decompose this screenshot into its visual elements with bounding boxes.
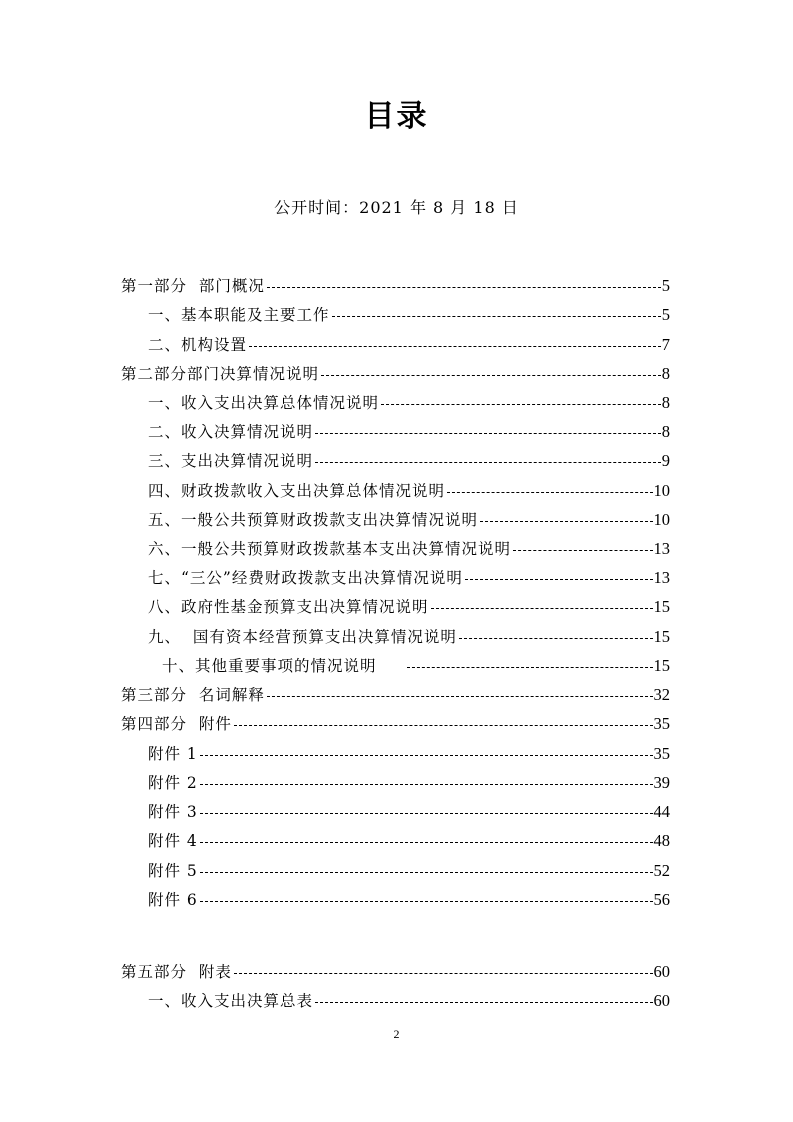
toc-entry-title: 二、收入决算情况说明 (148, 423, 314, 441)
toc-entry-title: 附件 2 (148, 774, 198, 792)
toc-entry-page: 8 (661, 364, 670, 383)
toc-entry-part-1[interactable] (121, 272, 670, 300)
toc-leader-dashes (200, 783, 653, 785)
toc-entry-title: 四、财政拨款收入支出决算总体情况说明 (148, 482, 446, 500)
page-title: 目录 (364, 99, 429, 134)
toc-entry-title: 一、收入支出决算总体情况说明 (148, 394, 380, 412)
toc-entry-5-1[interactable] (148, 987, 670, 1015)
toc-leader-dashes (200, 812, 653, 814)
toc-entry-page: 60 (653, 991, 670, 1010)
toc-leader-dashes (332, 315, 661, 317)
toc-entry-1-1[interactable] (148, 301, 670, 329)
toc-entry-page: 15 (653, 656, 670, 675)
toc-entry-page: 15 (653, 597, 670, 616)
toc-leader-dashes (200, 841, 653, 843)
toc-leader-dashes (200, 754, 653, 756)
toc-entry-page: 13 (653, 539, 670, 558)
publish-date: 公开时间：2021 年 8 月 18 日 (274, 198, 519, 217)
toc-leader-dashes (315, 1001, 652, 1003)
toc-entry-page: 35 (653, 714, 670, 733)
toc-leader-dashes (315, 432, 661, 434)
toc-leader-dashes (321, 374, 661, 376)
toc-leader-dashes (267, 695, 653, 697)
toc-entry-title: 十、其他重要事项的情况说明 (162, 657, 377, 675)
toc-entry-2-6[interactable] (148, 535, 670, 563)
toc-entry-title: 附件 5 (148, 862, 198, 880)
toc-leader-dashes (381, 403, 661, 405)
toc-leader-dashes (249, 345, 661, 347)
toc-entry-1-2[interactable] (148, 331, 670, 359)
toc-entry-title: 第一部分 部门概况 (121, 277, 265, 295)
toc-entry-page: 60 (653, 962, 670, 981)
toc-entry-page: 5 (661, 276, 670, 295)
toc-entry-page: 9 (661, 451, 670, 470)
toc-entry-title: 第二部分部门决算情况说明 (121, 365, 320, 383)
toc-entry-page: 52 (653, 861, 670, 880)
toc-leader-dashes (431, 607, 653, 609)
toc-entry-page: 7 (661, 335, 670, 354)
toc-entry-title: 五、一般公共预算财政拨款支出决算情况说明 (148, 511, 479, 529)
toc-entry-title: 第四部分 附件 (121, 715, 232, 733)
toc-entry-title: 附件 4 (148, 832, 198, 850)
toc-entry-title: 三、支出决算情况说明 (148, 452, 314, 470)
toc-entry-page: 32 (653, 685, 670, 704)
toc-entry-page: 39 (653, 773, 670, 792)
toc-leader-dashes (315, 461, 661, 463)
toc-entry-part-2[interactable] (121, 360, 670, 388)
toc-entry-title: 第五部分 附表 (121, 963, 232, 981)
toc-entry-part-5[interactable] (121, 958, 670, 986)
toc-entry-page: 10 (653, 510, 670, 529)
toc-entry-attachment-6[interactable] (148, 886, 670, 914)
toc-entry-page: 13 (653, 568, 670, 587)
toc-entry-2-9[interactable] (148, 623, 670, 651)
toc-leader-dashes (267, 286, 661, 288)
toc-entry-part-3[interactable] (121, 681, 670, 709)
toc-entry-title: 一、基本职能及主要工作 (148, 306, 330, 324)
toc-entry-page: 56 (653, 890, 670, 909)
toc-entry-2-2[interactable] (148, 418, 670, 446)
toc-leader-dashes (447, 491, 652, 493)
toc-entry-2-10[interactable] (162, 652, 670, 680)
toc-entry-page: 10 (653, 481, 670, 500)
toc-entry-page: 35 (653, 744, 670, 763)
toc-entry-title: 第三部分 名词解释 (121, 686, 265, 704)
toc-entry-2-3[interactable] (148, 447, 670, 475)
toc-leader-dashes (407, 666, 653, 668)
toc-entry-title: 一、收入支出决算总表 (148, 992, 314, 1010)
toc-entry-attachment-1[interactable] (148, 740, 670, 768)
page-number: 2 (393, 1027, 400, 1041)
toc-entry-attachment-5[interactable] (148, 857, 670, 885)
toc-entry-2-7[interactable] (148, 564, 670, 592)
toc-entry-page: 44 (653, 802, 670, 821)
toc-entry-part-4[interactable] (121, 710, 670, 738)
toc-entry-title: 七、“三公”经费财政拨款支出决算情况说明 (148, 569, 463, 587)
toc-entry-attachment-2[interactable] (148, 769, 670, 797)
toc-entry-2-1[interactable] (148, 389, 670, 417)
toc-entry-2-8[interactable] (148, 593, 670, 621)
toc-entry-page: 15 (653, 627, 670, 646)
toc-entry-title: 附件 3 (148, 803, 198, 821)
toc-leader-dashes (465, 578, 653, 580)
toc-leader-dashes (200, 871, 653, 873)
toc-entry-title: 附件 6 (148, 891, 198, 909)
toc-entry-page: 8 (661, 393, 670, 412)
toc-leader-dashes (200, 900, 653, 902)
toc-leader-dashes (513, 549, 652, 551)
toc-entry-title: 九、 国有资本经营预算支出决算情况说明 (148, 628, 457, 646)
toc-leader-dashes (459, 637, 653, 639)
toc-leader-dashes (234, 972, 653, 974)
toc-entry-page: 8 (661, 422, 670, 441)
toc-entry-title: 六、一般公共预算财政拨款基本支出决算情况说明 (148, 540, 512, 558)
toc-entry-page: 48 (653, 831, 670, 850)
toc-entry-page: 5 (661, 305, 670, 324)
toc-leader-dashes (234, 724, 653, 726)
toc-entry-2-5[interactable] (148, 506, 670, 534)
toc-leader-dashes (480, 520, 652, 522)
toc-entry-2-4[interactable] (148, 477, 670, 505)
toc-entry-title: 附件 1 (148, 745, 198, 763)
toc-entry-attachment-4[interactable] (148, 827, 670, 855)
toc-entry-title: 八、政府性基金预算支出决算情况说明 (148, 598, 429, 616)
toc-entry-title: 二、机构设置 (148, 336, 248, 354)
toc-entry-attachment-3[interactable] (148, 798, 670, 826)
